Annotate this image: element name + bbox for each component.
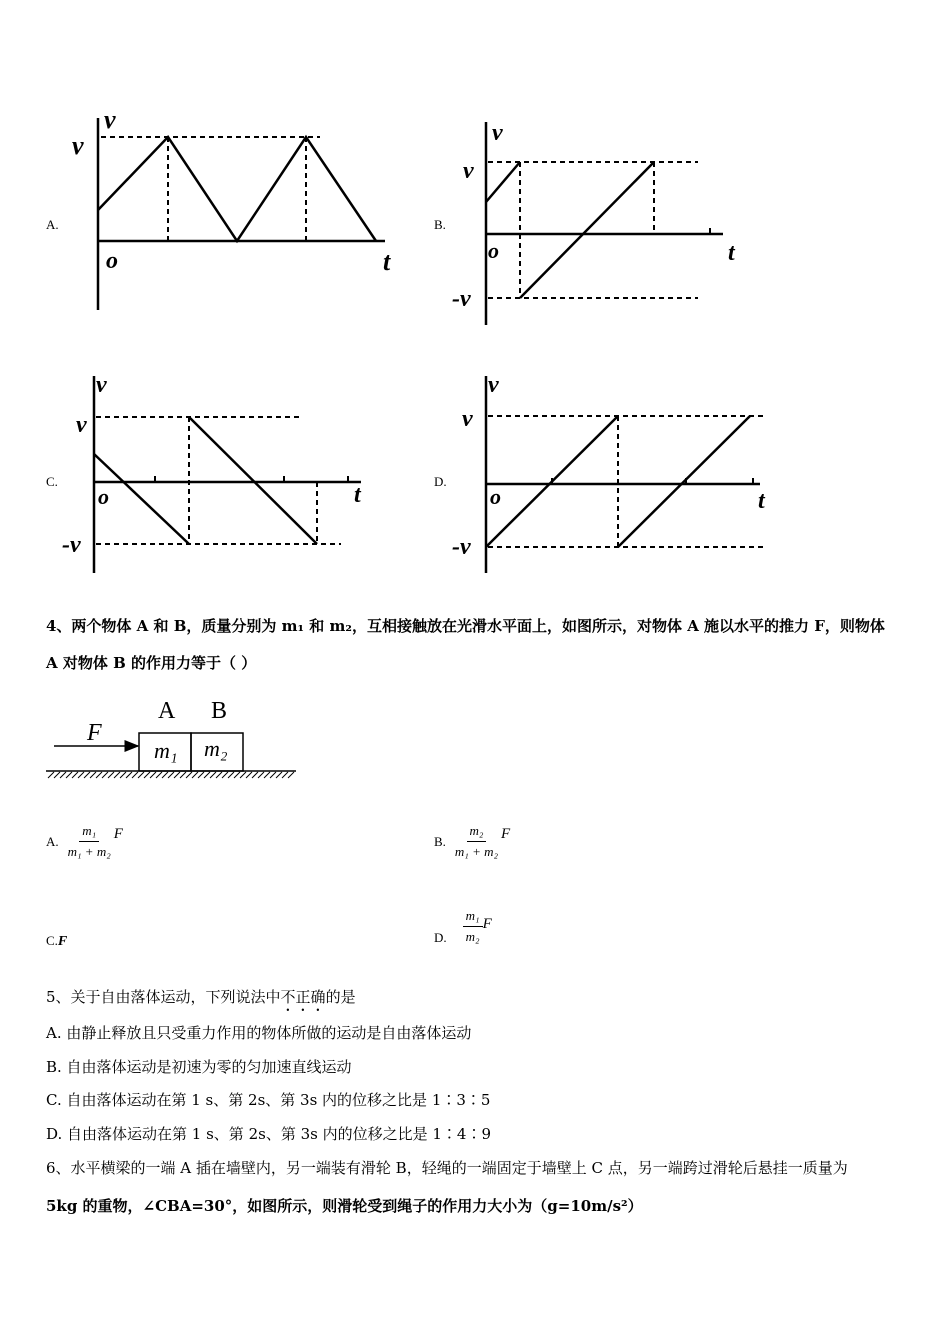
q5-option-d[interactable]: D. 自由落体运动在第 1 s、第 2s、第 3s 内的位移之比是 1∶4∶9 [46, 1125, 491, 1143]
q5-option-b[interactable]: B. 自由落体运动是初速为零的匀加速直线运动 [46, 1058, 352, 1076]
q4-option-d[interactable]: D. $\frac{\text{m₁}}{\text{m₂}}$ F [434, 907, 492, 945]
option-d-label: D. [434, 474, 447, 489]
q4-option-d-fraction: $\frac{\text{m₁}}{\text{m₂}}$ [463, 908, 483, 945]
graph-d [448, 368, 788, 578]
graph-d-curve-2 [618, 416, 750, 547]
graph-c-level-v: v [76, 412, 87, 438]
q4-option-c[interactable]: C.F [46, 933, 68, 949]
graph-d-t-label: t [758, 488, 765, 514]
graph-c-curve-2 [189, 417, 317, 544]
q4-option-b[interactable]: B. $\frac{\text{m₂}}{\text{m₁ + m₂}}$ F [434, 823, 511, 859]
graph-a-curve [98, 137, 376, 241]
graph-d-level-neg-v: -v [452, 534, 471, 560]
q5-option-a[interactable]: A. 由静止释放且只受重力作用的物体所做的运动是自由落体运动 [46, 1024, 472, 1042]
graph-a-v-label: v [104, 105, 116, 134]
graph-b-curve-2 [520, 162, 654, 298]
graph-b-curve-1 [486, 162, 520, 202]
q4-figure [40, 690, 310, 785]
option-b-label: B. [434, 217, 446, 232]
graph-b-t-label: t [728, 240, 735, 266]
graph-a-level-v: v [72, 131, 84, 160]
block-b-mass: m₂ [204, 736, 228, 761]
graph-b-level-neg-v: -v [452, 286, 471, 312]
q5-stem: 5、关于自由落体运动，下列说法中不正确的是 [46, 988, 356, 1006]
q6-stem-line2: 5kg 的重物，∠CBA=30°，如图所示，则滑轮受到绳子的作用力大小为（g=10m/s²） [46, 1197, 643, 1215]
q4-force-label: F [87, 720, 102, 746]
q4-stem-line1: 4、两个物体 A 和 B，质量分别为 m₁ 和 m₂，互相接触放在光滑水平面上，如图所示，对物体 A 施以水平的推力 F，则物体 [46, 617, 885, 635]
q4-option-a-fraction: $\frac{\text{m₁}}{\text{m₁ + m₂}}$ [67, 823, 111, 859]
q4-option-b-fraction: $\frac{\text{m₂}}{\text{m₁ + m₂}}$ [454, 823, 499, 859]
graph-c [56, 368, 386, 578]
q4-option-a[interactable]: A. $\frac{\text{m₁}}{\text{m₁ + m₂}}$ F [46, 823, 123, 859]
block-a-label: A [158, 698, 176, 724]
graph-b-v-label: v [492, 120, 503, 146]
option-a-label: A. [46, 217, 59, 232]
option-c-label: C. [46, 474, 58, 489]
graph-b-origin: o [488, 238, 499, 263]
graph-a-origin: o [106, 248, 118, 274]
q6-stem-line1: 6、水平横梁的一端 A 插在墙壁内，另一端装有滑轮 B，轻绳的一端固定于墙壁上 C 点，另一端跨过滑轮后悬挂一质量为 [46, 1159, 848, 1177]
graph-d-level-v: v [462, 406, 473, 432]
q5-emphasis: 不正确 [280, 988, 326, 1006]
graph-d-origin: o [490, 484, 501, 509]
q4-stem-line2: A 对物体 B 的作用力等于（ ） [46, 654, 257, 672]
graph-a-t-label: t [383, 247, 391, 276]
q5-option-c[interactable]: C. 自由落体运动在第 1 s、第 2s、第 3s 内的位移之比是 1∶3∶5 [46, 1091, 491, 1109]
graph-c-origin: o [98, 484, 109, 509]
graph-b [448, 110, 758, 330]
block-b-label: B [211, 698, 228, 724]
graph-c-t-label: t [354, 482, 361, 508]
graph-a [60, 100, 410, 320]
graph-b-level-v: v [463, 158, 474, 184]
graph-d-curve-1 [486, 416, 618, 547]
graph-d-v-label: v [488, 372, 499, 398]
block-a-mass: m₁ [154, 738, 178, 763]
graph-c-level-neg-v: -v [62, 532, 81, 558]
graph-c-v-label: v [96, 372, 107, 398]
